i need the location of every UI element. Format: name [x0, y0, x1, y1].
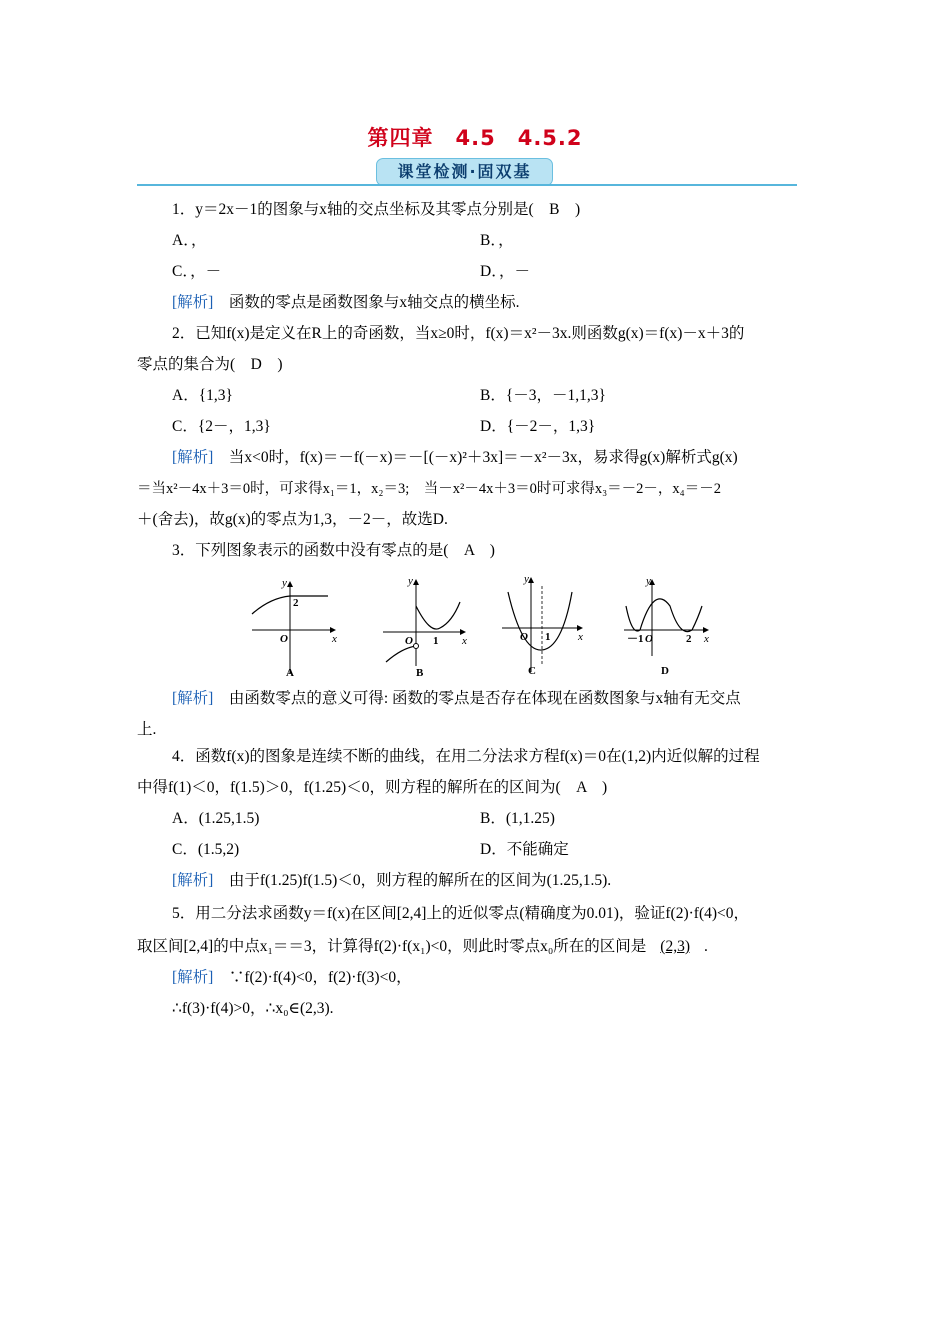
- graph-d: [624, 575, 709, 677]
- graph-a-origin: O: [280, 633, 288, 645]
- q5-analysis-text: ∵f(2)·f(4)<0，f(2)·f(3)<0，: [228, 969, 412, 986]
- q4-option-b: B．(1,1.25): [480, 810, 555, 827]
- graph-c: [502, 574, 583, 677]
- q2-option-d: D．{－2－，1,3}: [480, 418, 596, 435]
- section-banner: 课堂检测·固双基: [376, 158, 553, 186]
- q5-answer-blank: (2,3): [660, 938, 690, 955]
- q3-analysis-text: 由函数零点的意义可得: 函数的零点是否存在体现在函数图象与x轴有无交点: [228, 690, 741, 707]
- q1-stem: 1．y＝2x－1的图象与x轴的交点坐标及其零点分别是( B ): [172, 201, 581, 218]
- q4-stem-line2: 中得f(1)＜0，f(1.5)＞0，f(1.25)＜0，则方程的解所在的区间为( A ): [137, 779, 608, 796]
- q2-option-b: B．{－3，－1,1,3}: [480, 387, 606, 404]
- graph-a-label: A: [286, 667, 294, 679]
- q2-stem-line2: 零点的集合为( D ): [137, 356, 283, 373]
- graph-d-y-label: y: [646, 575, 651, 587]
- q3-graphs: [240, 574, 720, 684]
- q1-analysis: [172, 293, 852, 313]
- graph-d-tick-left: －1: [627, 633, 644, 645]
- graph-b-tick: 1: [433, 635, 439, 647]
- q5-stem-line1: 5．用二分法求函数y＝f(x)在区间[2,4]上的近似零点(精确度为0.01)，验证f(2)·f(4)<0，: [172, 905, 750, 922]
- q2-analysis-text: 当x<0时，f(x)＝－f(－x)＝－[(－x)²＋3x]＝－x²－3x，易求得g(x)解析式g(x): [228, 449, 738, 466]
- graph-c-label: C: [528, 665, 536, 677]
- analysis-tag: [解析]: [172, 690, 214, 707]
- q2-analysis-line3: ＋(舍去)，故g(x)的零点为1,3，－2－，故选D.: [137, 511, 448, 528]
- graph-c-y-label: y: [524, 574, 529, 585]
- q2-option-a: A．{1,3}: [172, 387, 233, 404]
- analysis-tag: [解析]: [172, 294, 214, 311]
- q1-analysis-text: 函数的零点是函数图象与x轴交点的横坐标.: [228, 294, 520, 311]
- q5-stem-line2: [137, 937, 817, 957]
- q2-analysis-line1: [172, 448, 852, 468]
- q3-analysis-line2: 上.: [137, 721, 157, 738]
- graph-b-label: B: [416, 667, 424, 679]
- graph-b-y-label: y: [408, 575, 413, 587]
- graph-d-tick-right: 2: [686, 633, 692, 645]
- graph-d-origin: O: [645, 633, 653, 645]
- q2-analysis-line2: ＝当x²－4x＋3＝0时，可求得x₁＝1，x₂＝3; 当－x²－4x＋3＝0时可求得x₃＝－2－，x₄＝－2: [137, 481, 721, 497]
- graph-b: [383, 575, 467, 679]
- q5-analysis-line2: ∴f(3)·f(4)>0，∴x₀∈(2,3).: [172, 1000, 334, 1017]
- q1-option-d: D．，－: [480, 263, 530, 280]
- graph-a-y-label: y: [282, 577, 287, 589]
- graph-c-origin: O: [520, 631, 528, 643]
- q5-analysis-line1: [172, 968, 852, 988]
- q1-option-c: C．，－: [172, 263, 222, 280]
- q1-option-a: A．，: [172, 232, 207, 249]
- q2-option-c: C．{2－，1,3}: [172, 418, 271, 435]
- q4-option-a: A．(1.25,1.5): [172, 810, 260, 827]
- chapter-title: 第四章 4.5 4.5.2: [367, 126, 583, 150]
- q3-stem: 3．下列图象表示的函数中没有零点的是( A ): [172, 542, 495, 559]
- graph-d-label: D: [661, 665, 669, 677]
- graph-c-tick: 1: [545, 631, 551, 643]
- graph-b-x-label: x: [462, 635, 467, 647]
- graph-a-tick: 2: [293, 597, 299, 609]
- graph-a-x-label: x: [332, 633, 337, 645]
- graph-d-x-label: x: [704, 633, 709, 645]
- analysis-tag: [解析]: [172, 449, 214, 466]
- graph-b-origin: O: [405, 635, 413, 647]
- header-rule: [137, 184, 797, 186]
- analysis-tag: [解析]: [172, 872, 214, 889]
- q4-stem-line1: 4．函数f(x)的图象是连续不断的曲线，在用二分法求方程f(x)＝0在(1,2)内近似解的过程: [172, 748, 760, 765]
- q5-stem-end: .: [704, 938, 708, 955]
- q4-analysis: [172, 871, 852, 891]
- q4-analysis-text: 由于f(1.25)f(1.5)＜0，则方程的解所在的区间为(1.25,1.5).: [228, 872, 612, 889]
- graph-c-x-label: x: [578, 631, 583, 643]
- q1-option-b: B．，: [480, 232, 514, 249]
- graph-a: [252, 577, 337, 679]
- q5-stem-text: 取区间[2,4]的中点x₁＝＝3，计算得f(2)·f(x₁)<0，则此时零点x₀所在的区间是: [137, 938, 647, 955]
- q3-analysis-line1: [172, 689, 852, 709]
- analysis-tag: [解析]: [172, 969, 214, 986]
- q2-stem-line1: 2．已知f(x)是定义在R上的奇函数，当x≥0时，f(x)＝x²－3x.则函数g(x)＝f(x)－x＋3的: [172, 325, 745, 342]
- q4-option-d: D．不能确定: [480, 841, 569, 858]
- q4-option-c: C．(1.5,2): [172, 841, 240, 858]
